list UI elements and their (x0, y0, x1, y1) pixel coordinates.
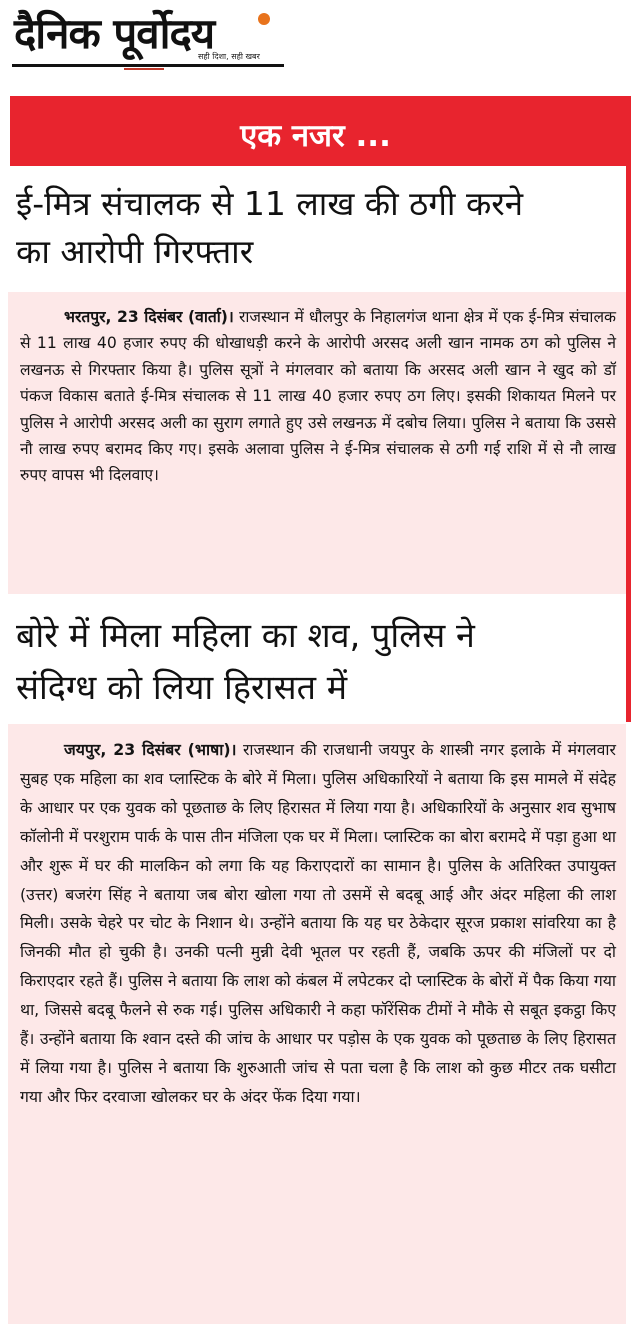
article-1-headline-line-1: ई-मित्र संचालक से 11 लाख की ठगी करने (16, 184, 524, 223)
article-2-body-box (8, 724, 626, 1324)
section-banner-title: एक नजर ... (240, 118, 391, 154)
article-2-paragraph (20, 736, 616, 1112)
newspaper-tagline: सही दिशा, सही खबर (198, 52, 260, 61)
article-1-body-box (8, 292, 626, 594)
article-1-headline (16, 180, 523, 276)
article-2-headline-line-1: बोरे में मिला महिला का शव, पुलिस ने (16, 616, 475, 656)
newspaper-logo: दैनिक पूर्वोदय (14, 9, 215, 58)
article-2-dateline: जयपुर, 23 दिसंबर (भाषा)। (64, 740, 237, 759)
article-2-headline (16, 610, 475, 714)
article-1-headline-line-2: का आरोपी गिरफ्तार (16, 232, 254, 271)
logo-underline-accent (124, 68, 164, 70)
section-banner-edge (626, 96, 631, 722)
masthead (0, 0, 631, 92)
article-2-body: राजस्थान की राजधानी जयपुर के शास्त्री नगर इलाके में मंगलवार सुबह एक महिला का शव प्लास्टिक के बोरे में मिला। पुलिस अधिकारियों ने बताया कि इस मामले में संदेह के आधार पर एक युवक को पूछताछ के लिए हिरासत में लिया गया है। अधिकारियों के अनुसार शव सुभाष कॉलोनी में परशुराम पार्क के पास तीन मंजिला एक घर में मिला। प्लास्टिक का बोरा बरामदे में पड़ा हुआ था और शुरू में घर की मालकिन को लगा कि यह किराएदारों का सामान है। पुलिस के अतिरिक्त उपायुक्त (उत्तर) बजरंग सिंह ने बताया जब बोरा खोला गया तो उसमें से बदबू आई और अंदर महिला की लाश मिली। उसके चेहरे पर चोट के निशान थे। उन्होंने बताया कि यह घर ठेकेदार सूरज प्रकाश सांवरिया का है जिनकी मौत हो चुकी है। उनकी पत्नी मुन्नी देवी भूतल पर रहती हैं, जबकि ऊपर की मंजिलों पर दो किराएदार रहते हैं। पुलिस ने बताया कि लाश को कंबल में लपेटकर दो प्लास्टिक के बोरों में पैक किया गया था, जिससे बदबू फैलने से रुक गई। पुलिस अधिकारी ने कहा फॉरेंसिक टीमों ने मौके से सबूत इकट्ठा किए हैं। उन्होंने बताया कि श्वान दस्ते की जांच के आधार पर पड़ोस के एक युवक को पूछताछ के लिए हिरासत में लिया गया है। पुलिस ने बताया कि शुरुआती जांच से पता चला है कि लाश को कुछ मीटर तक घसीटा गया और फिर दरवाजा खोलकर घर के अंदर फेंक दिया गया। (20, 740, 616, 1106)
article-1-body: राजस्थान में धौलपुर के निहालगंज थाना क्षेत्र में एक ई-मित्र संचालक से 11 लाख 40 हजार रुपए की धोखाधड़ी करने के आरोपी अरसद अली खान नामक ठग को पुलिस ने लखनऊ से गिरफ्तार किया है। पुलिस सूत्रों ने मंगलवार को बताया कि अरसद अली खान ने खुद को डॉ पंकज विकास बताते ई-मित्र संचालक से 11 लाख 40 हजार रुपए ठग लिए। इसकी शिकायत मिलने पर पुलिस ने आरोपी अरसद अली का सुराग लगाते हुए उसे लखनऊ में दबोच लिया। पुलिस ने बताया कि उससे नौ लाख रुपए बरामद किए गए। इसके अलावा पुलिस ने ई-मित्र संचालक से ठगी गई राशि में से नौ लाख रुपए वापस भी दिलवाए। (20, 308, 616, 485)
article-1-paragraph (20, 304, 616, 489)
article-1-dateline: भरतपुर, 23 दिसंबर (वार्ता)। (64, 308, 234, 326)
logo-dot-icon (258, 13, 270, 25)
article-2-headline-line-2: संदिग्ध को लिया हिरासत में (16, 668, 348, 708)
logo-underline (12, 64, 284, 67)
